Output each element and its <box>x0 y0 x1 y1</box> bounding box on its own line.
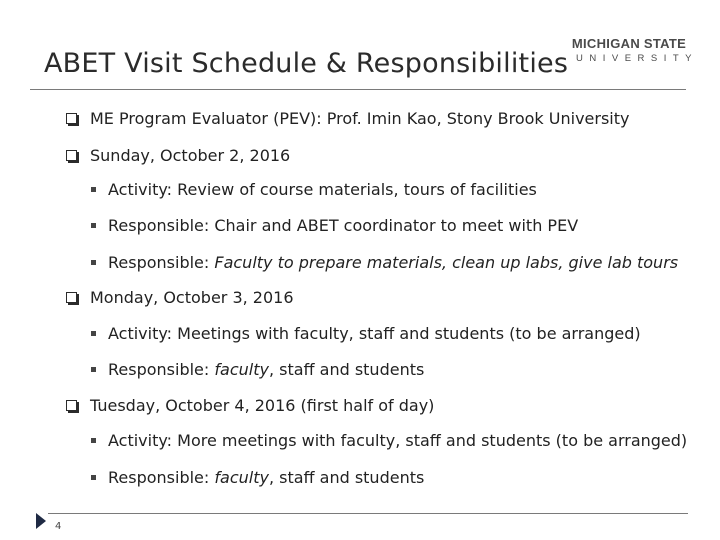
square-bullet-icon <box>91 260 96 265</box>
square-bullet-icon <box>91 187 96 192</box>
responsible-italic: faculty <box>214 360 269 379</box>
sub-bullet-text: Activity: Meetings with faculty, staff and students (to be arranged) <box>108 324 641 343</box>
checkbox-bullet-icon <box>66 113 77 124</box>
bullet-text: ME Program Evaluator (PEV): Prof. Imin Kao, Stony Brook University <box>90 109 630 128</box>
page-number: 4 <box>55 521 62 532</box>
responsible-rest: , staff and students <box>268 468 425 487</box>
sub-bullet-text <box>108 253 678 272</box>
square-bullet-icon <box>91 367 96 372</box>
logo-line-2: UNIVERSITY <box>576 53 699 64</box>
responsible-italic: Faculty to prepare materials, clean up labs, give lab tours <box>214 253 679 272</box>
bullet-text: Sunday, October 2, 2016 <box>90 146 291 165</box>
title-divider <box>30 89 686 90</box>
square-bullet-icon <box>91 331 96 336</box>
square-bullet-icon <box>91 223 96 228</box>
sub-bullet-text: Activity: Review of course materials, tours of facilities <box>108 180 537 199</box>
bullet-text: Tuesday, October 4, 2016 (first half of day) <box>90 396 435 415</box>
msu-logo <box>570 36 699 64</box>
checkbox-bullet-icon <box>66 400 77 411</box>
sub-bullet-text <box>108 468 424 487</box>
checkbox-bullet-icon <box>66 292 77 303</box>
square-bullet-icon <box>91 438 96 443</box>
sub-bullet-text: Activity: More meetings with faculty, staff and students (to be arranged) <box>108 431 688 450</box>
checkbox-bullet-icon <box>66 150 77 161</box>
footer-arrow-icon <box>36 513 46 529</box>
responsible-prefix: Responsible: <box>108 468 215 487</box>
square-bullet-icon <box>91 475 96 480</box>
footer-divider <box>48 513 688 514</box>
responsible-prefix: Responsible: <box>108 360 215 379</box>
sub-bullet-text: Responsible: Chair and ABET coordinator to meet with PEV <box>108 216 579 235</box>
slide-title: ABET Visit Schedule & Responsibilities <box>44 48 569 79</box>
responsible-italic: faculty <box>214 468 269 487</box>
responsible-rest: , staff and students <box>268 360 425 379</box>
logo-line-1: MICHIGAN STATE <box>571 36 687 51</box>
bullet-text: Monday, October 3, 2016 <box>90 288 294 307</box>
sub-bullet-text <box>108 360 424 379</box>
responsible-prefix: Responsible: <box>108 253 215 272</box>
